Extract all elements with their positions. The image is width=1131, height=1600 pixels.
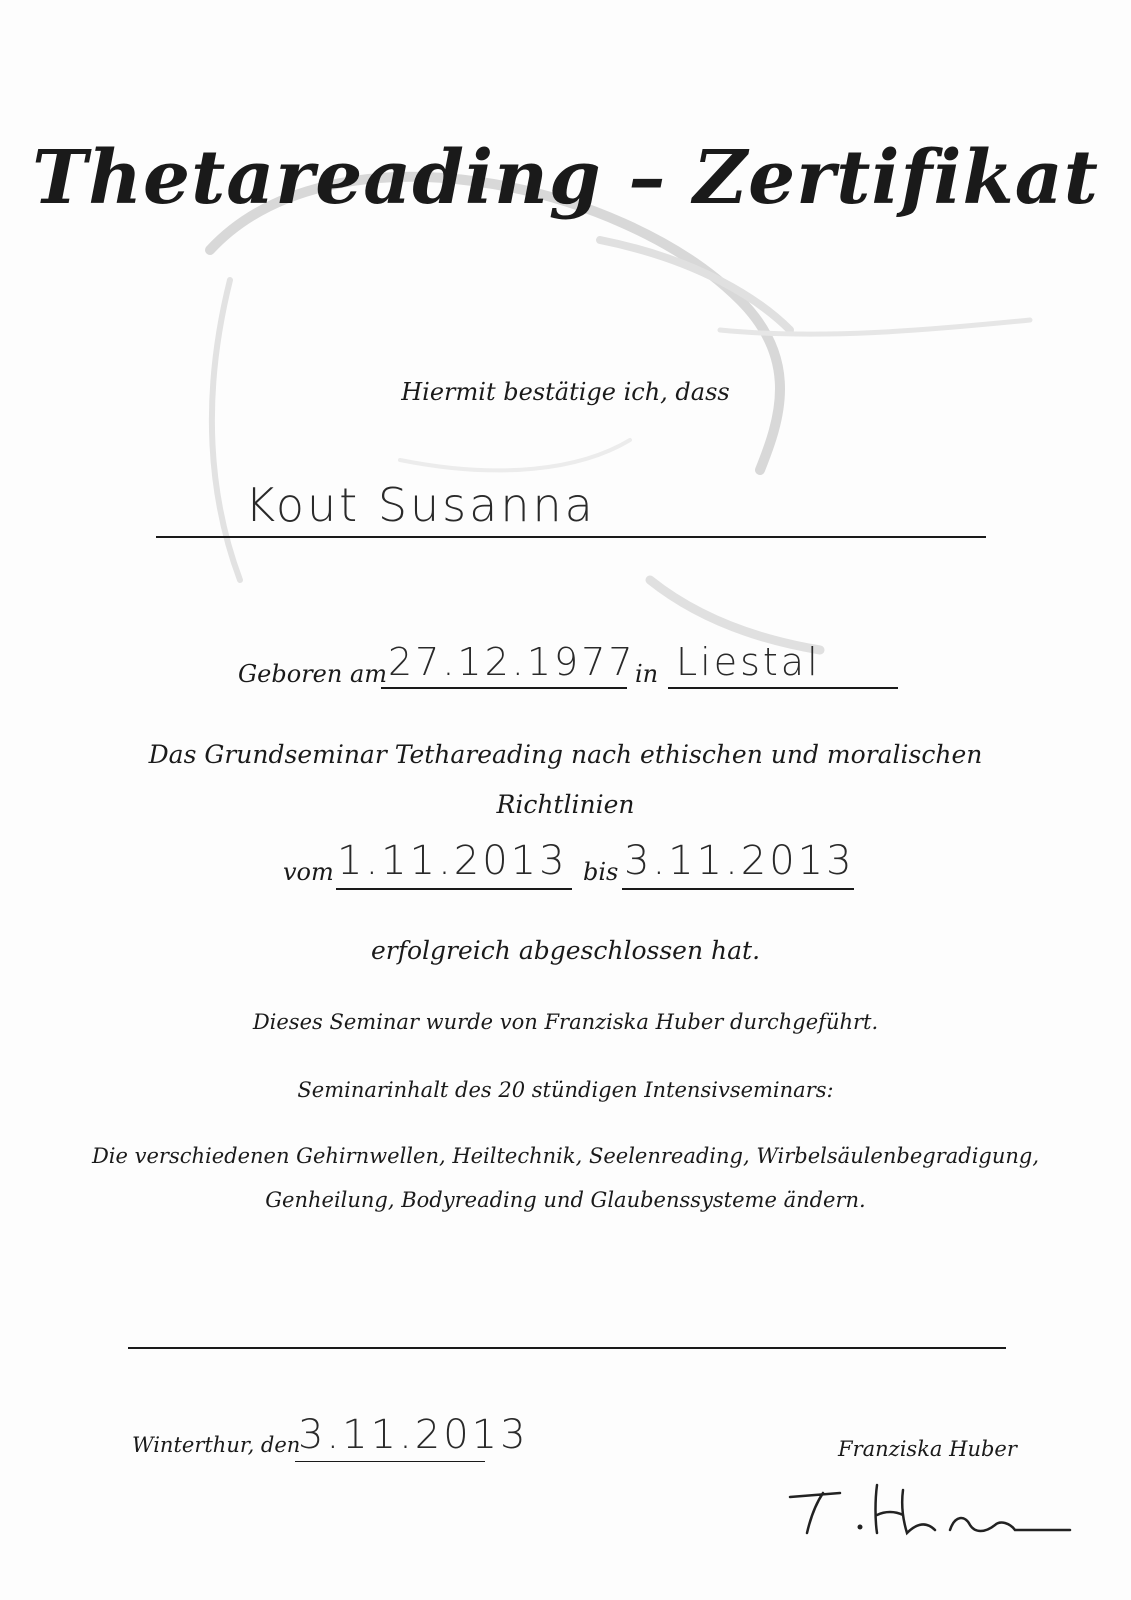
to-date: 3.11.2013	[624, 838, 855, 884]
to-label: bis	[583, 858, 619, 886]
content-heading: Seminarinhalt des 20 stündigen Intensivseminars:	[297, 1078, 834, 1102]
signature-drawing	[785, 1475, 1075, 1545]
participant-name: Kout Susanna	[245, 478, 596, 532]
intro-text: Hiermit bestätige ich, dass	[401, 378, 730, 406]
birth-place-underline	[668, 687, 898, 689]
seminar-text-line1: Das Grundseminar Tethareading nach ethischen und moralischen	[148, 740, 983, 769]
birth-place: Liestal	[676, 640, 821, 684]
signature	[785, 1475, 1075, 1545]
seminar-text-line2: Richtlinien	[496, 790, 635, 819]
from-date-underline	[336, 888, 572, 890]
issue-date-underline	[295, 1461, 485, 1462]
from-label: vom	[283, 858, 334, 886]
completed-text: erfolgreich abgeschlossen hat.	[370, 936, 761, 965]
born-label: Geboren am	[238, 660, 388, 688]
certificate-title: Thetareading – Zertifikat	[32, 135, 1099, 221]
content-line2: Genheilung, Bodyreading und Glaubenssysteme ändern.	[265, 1188, 866, 1212]
in-label: in	[635, 660, 659, 688]
separator-line	[128, 1347, 1006, 1349]
content-line1: Die verschiedenen Gehirnwellen, Heiltechnik, Seelenreading, Wirbelsäulenbegradigung,	[91, 1144, 1040, 1168]
issue-date: 3.11.2013	[298, 1412, 529, 1458]
birth-date: 27.12.1977	[388, 640, 636, 684]
place-date-label: Winterthur, den	[132, 1433, 301, 1457]
to-date-underline	[622, 888, 854, 890]
birth-date-underline	[381, 687, 627, 689]
from-date: 1.11.2013	[337, 838, 568, 884]
signer-name: Franziska Huber	[838, 1437, 1017, 1461]
name-underline	[156, 536, 986, 538]
conducted-by-text: Dieses Seminar wurde von Franziska Huber durchgeführt.	[252, 1010, 879, 1034]
